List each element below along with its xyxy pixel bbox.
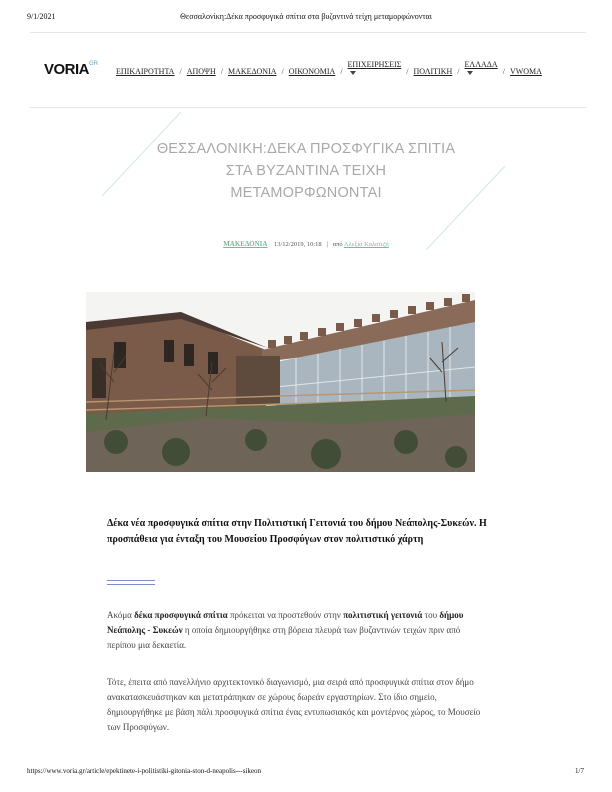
article-hero-image: [86, 292, 475, 472]
paragraph-bold-text: δήμου Νεάπολης - Συκεών: [107, 610, 464, 635]
paragraph-bold-text: πολιτιστική γειτονιά: [343, 610, 423, 620]
nav-item-epikairotita[interactable]: ΕΠΙΚΑΙΡΟΤΗΤΑ: [116, 67, 175, 76]
paragraph-bold-text: δέκα προσφυγικά σπίτια: [134, 610, 228, 620]
nav-separator: /: [406, 67, 409, 76]
nav-item-oikonomia[interactable]: ΟΙΚΟΝΟΜΙΑ: [288, 67, 336, 76]
nav-separator: /: [502, 67, 505, 76]
article-paragraph-1: [107, 608, 487, 653]
article-by-label: από: [332, 241, 343, 248]
article-author-link[interactable]: Αλεξία Καλαϊτζή: [343, 241, 389, 248]
nav-separator: /: [281, 67, 284, 76]
nav-item-politiki[interactable]: ΠΟΛΙΤΙΚΗ: [413, 67, 453, 76]
nav-separator: /: [457, 67, 460, 76]
print-page-number: 1/7: [575, 767, 584, 775]
print-date: 9/1/2021: [27, 12, 56, 21]
print-url: https://www.voria.gr/article/epektinete-i-politistiki-gitonia-ston-d-neapolis---sikeon: [27, 767, 261, 775]
nav-item-makedonia[interactable]: ΜΑΚΕΔΟΝΙΑ: [227, 67, 277, 76]
nav-item-vwoma[interactable]: VWOMA: [509, 67, 542, 76]
nav-separator: /: [220, 67, 223, 76]
lead-divider: [107, 580, 155, 585]
nav-item-epixeiriseis-label: ΕΠΙΧΕΙΡΗΣΕΙΣ: [347, 60, 402, 69]
nav-separator: /: [179, 67, 182, 76]
paragraph-text: Ακόμα: [107, 610, 135, 620]
nav-separator: /: [340, 67, 343, 76]
paragraph-text: πρόκειται να προστεθούν στην: [227, 610, 344, 620]
article-category-link[interactable]: ΜΑΚΕΔΟΝΙΑ: [223, 240, 268, 248]
paragraph-text: του: [422, 610, 440, 620]
site-logo[interactable]: VORIA: [44, 61, 90, 78]
article-datetime: 13/12/2019, 10:18: [273, 241, 322, 248]
nav-item-apopsi[interactable]: ΑΠΟΨΗ: [186, 67, 216, 76]
article-lead: Δέκα νέα προσφυγικά σπίτια στην Πολιτιστική Γειτονιά του δήμου Νεάπολης-Συκεών. Η προσπάθεια για ένταξη του Μουσείου Προσφύγων στον πολιτιστικό χάρτη: [107, 518, 487, 545]
paragraph-text: η οποία δημιουργήθηκε στη βόρεια πλευρά των βυζαντινών τειχών πριν από περίπου μια δεκαετία.: [107, 625, 461, 650]
print-page-title: Θεσσαλονίκη:Δέκα προσφυγικά σπίτια στα βυζαντινά τείχη μεταμορφώνονται: [180, 12, 432, 21]
nav-item-ellada-label: ΕΛΛΑΔΑ: [464, 60, 498, 69]
meta-separator: |: [326, 241, 328, 248]
site-logo-suffix: GR: [89, 61, 98, 67]
article-headline: ΘΕΣΣΑΛΟΝΙΚΗ:ΔΕΚΑ ΠΡΟΣΦΥΓΙΚΑ ΣΠΙΤΙΑ ΣΤΑ ΒΥΖΑΝΤΙΝΑ ΤΕΙΧΗ ΜΕΤΑΜΟΡΦΩΝΟΝΤΑΙ: [156, 141, 456, 201]
article-paragraph-2: Τότε, έπειτα από πανελλήνιο αρχιτεκτονικό διαγωνισμό, μια σειρά από προσφυγικά σπίτια στον δήμο ανακατασκευάστηκαν και μετατράπηκαν σε χώρους δωρεάν εργαστηρίων. Στο ίδιο σημείο, δημιουργήθηκε με βάση πάλι προσφυγικά σπίτια ένας εντυπωσιακός και μοντέρνος χώρος, το Μουσείο των Προσφύγων.: [107, 677, 481, 732]
article-meta: [0, 240, 612, 248]
